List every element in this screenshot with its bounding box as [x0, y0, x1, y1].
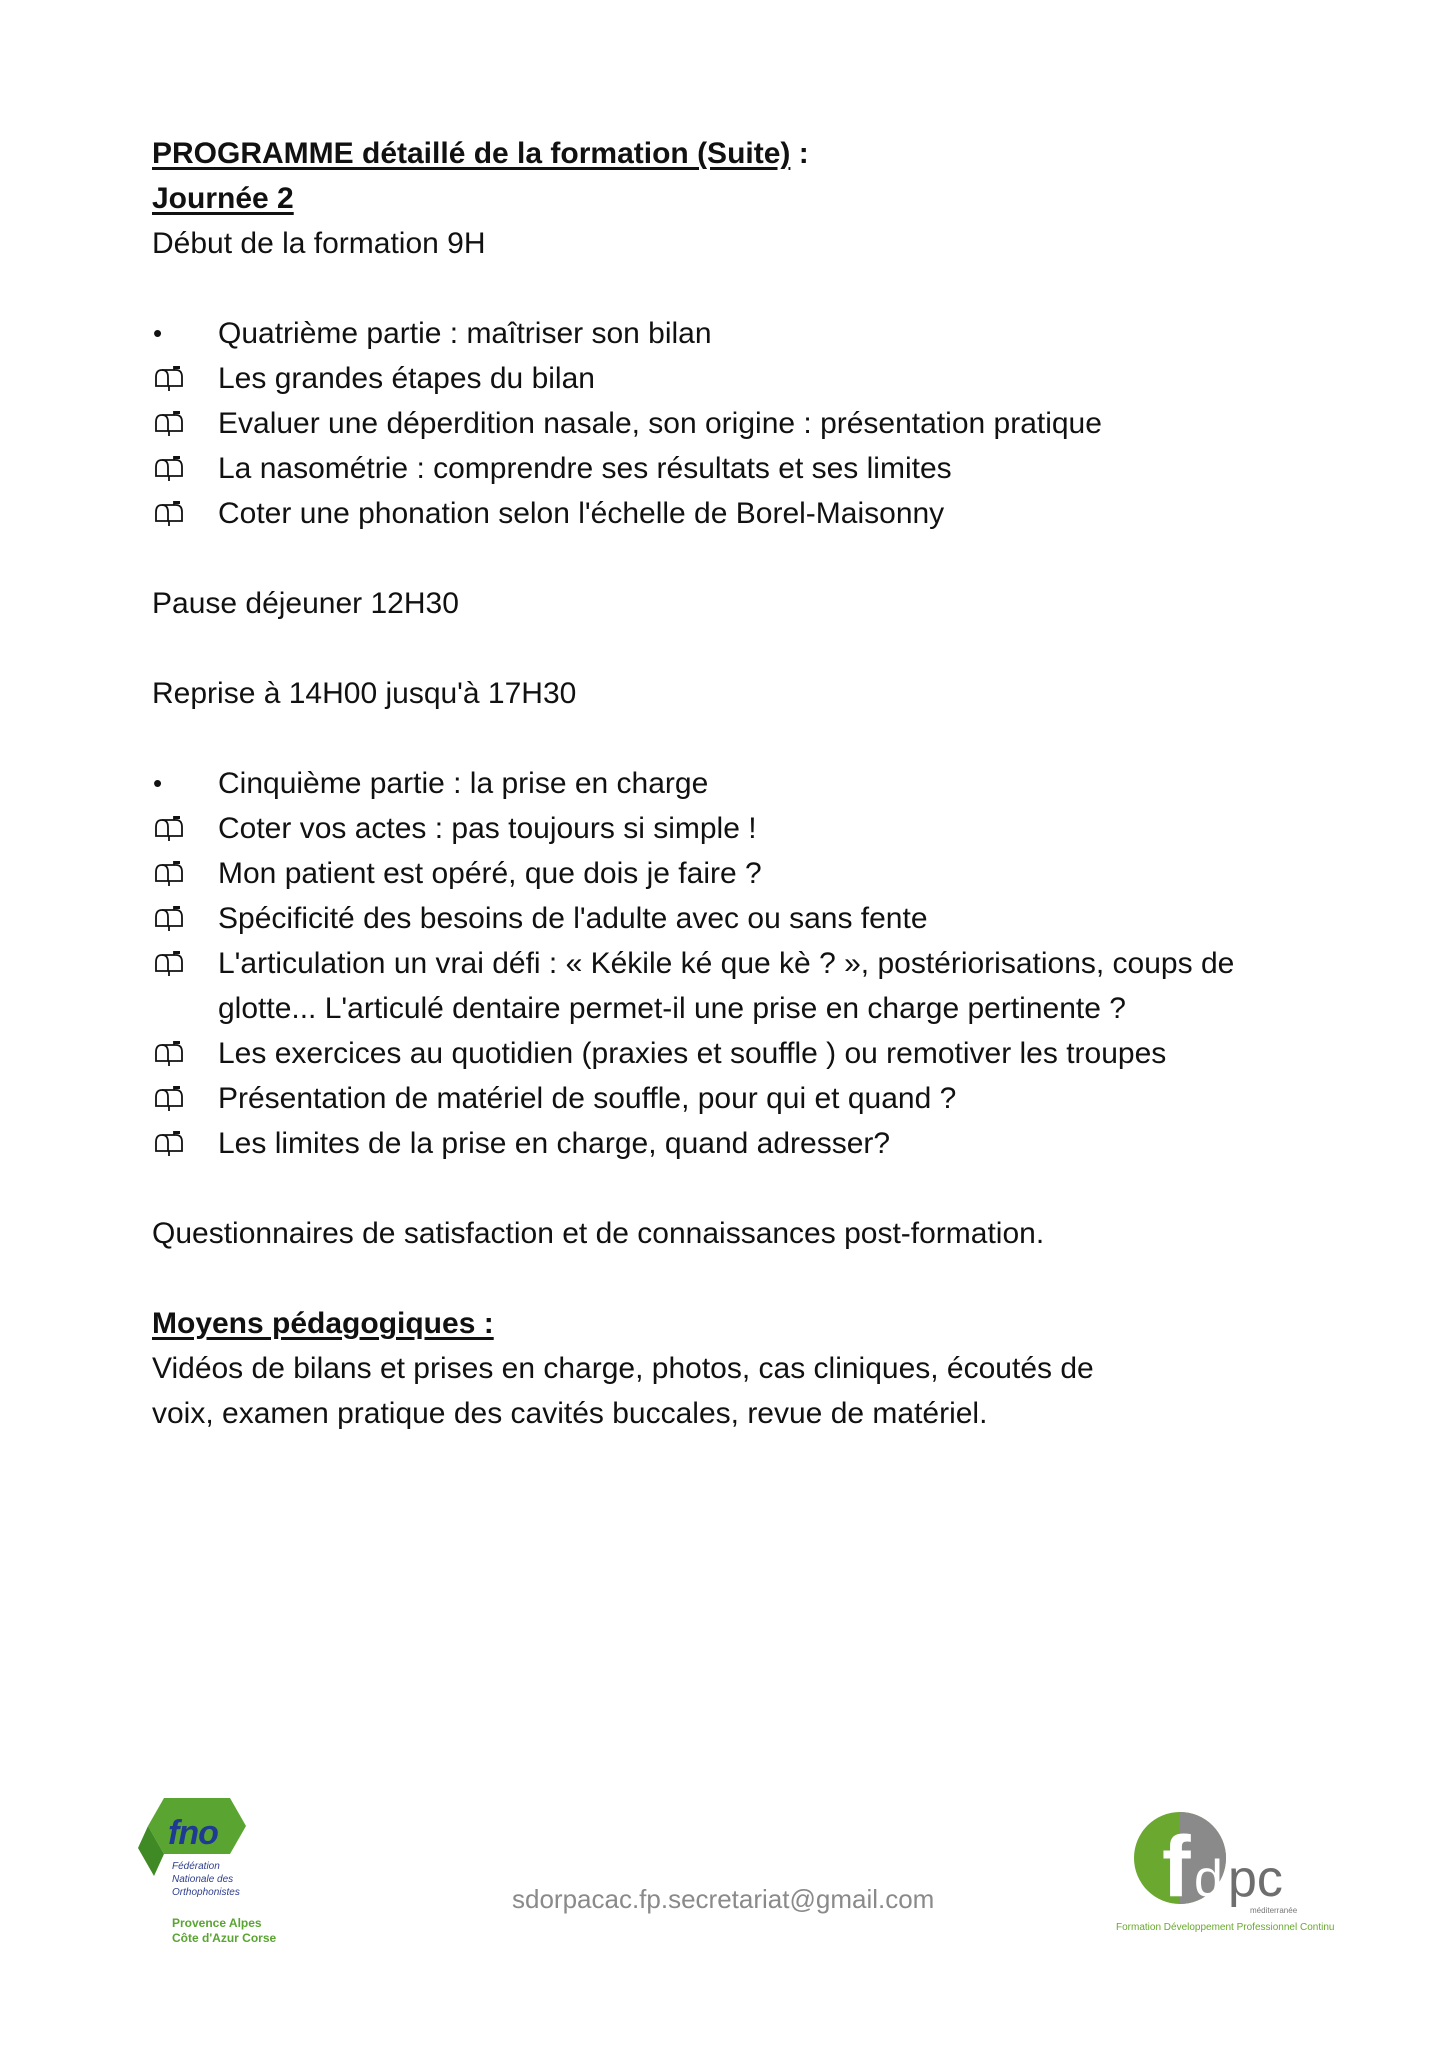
- mailbox-icon: [152, 941, 218, 986]
- list-item: [152, 491, 1332, 536]
- closing-text: Questionnaires de satisfaction et de connaissances post-formation.: [152, 1217, 1045, 1250]
- part4-title-row: [152, 311, 1332, 356]
- mailbox-icon: [152, 1076, 218, 1121]
- list-item-text: Coter vos actes : pas toujours si simple !: [218, 812, 757, 845]
- document-body: [152, 131, 1332, 1436]
- list-item: [152, 941, 1332, 1031]
- fno-logo: [134, 1796, 314, 1946]
- list-item: [152, 1076, 1332, 1121]
- mailbox-icon: [152, 896, 218, 941]
- bullet-dot: •: [153, 768, 163, 798]
- list-item: [152, 401, 1332, 446]
- svg-text:pc: pc: [1228, 1850, 1283, 1908]
- part5-list: [152, 761, 1332, 1166]
- mailbox-icon: [152, 851, 218, 896]
- list-item-text: Les exercices au quotidien (praxies et souffle ) ou remotiver les troupes: [218, 1037, 1167, 1070]
- svg-text:d: d: [1194, 1850, 1223, 1908]
- start-time: Début de la formation 9H: [152, 227, 486, 260]
- mailbox-icon: [152, 446, 218, 491]
- fdpc-tagline: Formation Développement Professionnel Continu: [1116, 1922, 1335, 1933]
- moyens-text-line1: Vidéos de bilans et prises en charge, photos, cas cliniques, écoutés de: [152, 1352, 1094, 1385]
- part4-title: Quatrième partie : maîtriser son bilan: [218, 317, 712, 350]
- fno-region: Provence Alpes Côte d'Azur Corse: [172, 1916, 277, 1945]
- part5-title: Cinquième partie : la prise en charge: [218, 767, 709, 800]
- fdpc-mark-icon: [1110, 1810, 1340, 1920]
- part5-title-row: [152, 761, 1332, 806]
- mailbox-icon: [152, 806, 218, 851]
- list-item-text: Evaluer une déperdition nasale, son origine : présentation pratique: [218, 407, 1102, 440]
- fno-wordmark: fno: [168, 1814, 218, 1852]
- list-item: [152, 1031, 1332, 1076]
- programme-title: PROGRAMME détaillé de la formation (Suite) :: [152, 137, 809, 170]
- footer-email: sdorpacac.fp.secretariat@gmail.com: [512, 1884, 935, 1914]
- list-item: [152, 356, 1332, 401]
- list-item: [152, 851, 1332, 896]
- list-item: [152, 446, 1332, 491]
- fno-subtitle: Fédération Nationale des Orthophonistes: [172, 1861, 240, 1898]
- fdpc-subtitle: méditerranée: [1250, 1906, 1298, 1915]
- fdpc-logo: [1110, 1810, 1340, 1940]
- day-title: Journée 2: [152, 182, 294, 215]
- list-item-text: Présentation de matériel de souffle, pour qui et quand ?: [218, 1082, 957, 1115]
- mailbox-icon: [152, 1121, 218, 1166]
- bullet-dot: •: [153, 318, 163, 348]
- resume-time: Reprise à 14H00 jusqu'à 17H30: [152, 677, 577, 710]
- list-item-text: Coter une phonation selon l'échelle de Borel-Maisonny: [218, 497, 945, 530]
- mailbox-icon: [152, 1031, 218, 1076]
- list-item-text: Les grandes étapes du bilan: [218, 362, 595, 395]
- lunch-break: Pause déjeuner 12H30: [152, 587, 459, 620]
- list-item: [152, 896, 1332, 941]
- list-item-text: L'articulation un vrai défi : « Kékile ké que kè ? », postériorisations, coups de glotte... L'articulé dentaire permet-il une prise en charge pertinente ?: [218, 947, 1235, 1025]
- list-item-text: Mon patient est opéré, que dois je faire ?: [218, 857, 762, 890]
- list-item-text: La nasométrie : comprendre ses résultats et ses limites: [218, 452, 952, 485]
- mailbox-icon: [152, 356, 218, 401]
- mailbox-icon: [152, 401, 218, 446]
- svg-text:f: f: [1162, 1819, 1191, 1915]
- list-item: [152, 1121, 1332, 1166]
- moyens-text-line2: voix, examen pratique des cavités buccales, revue de matériel.: [152, 1397, 988, 1430]
- list-item-text: Les limites de la prise en charge, quand adresser?: [218, 1127, 891, 1160]
- mailbox-icon: [152, 491, 218, 536]
- list-item-text: Spécificité des besoins de l'adulte avec ou sans fente: [218, 902, 928, 935]
- moyens-title: Moyens pédagogiques :: [152, 1307, 494, 1340]
- part4-list: [152, 311, 1332, 536]
- list-item: [152, 806, 1332, 851]
